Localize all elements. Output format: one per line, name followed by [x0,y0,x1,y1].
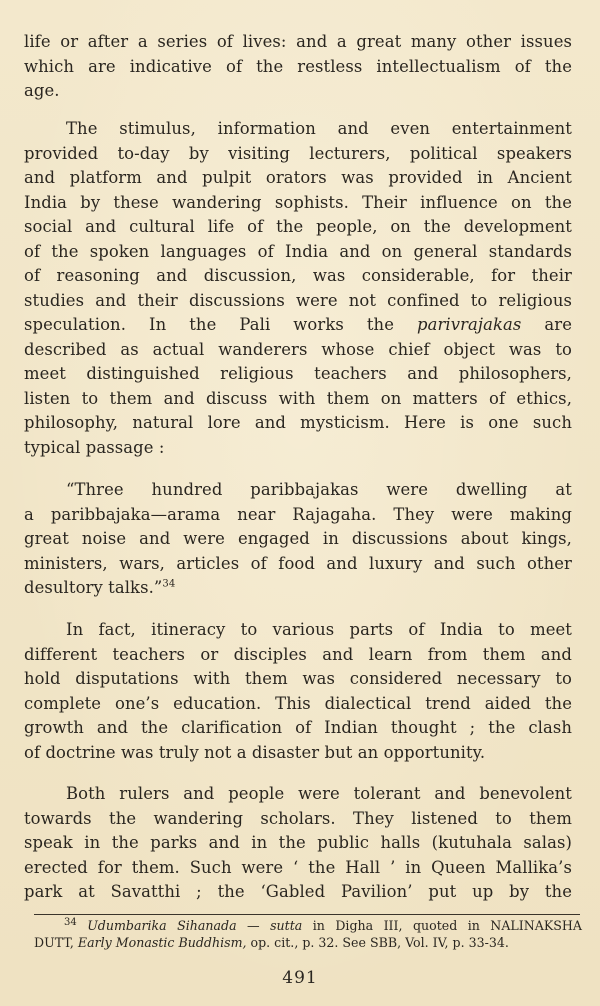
text-line: provided to-day by visiting lecturers, political speakers [24,143,572,163]
text-line: growth and the clarification of Indian thought ; the clash [24,718,572,737]
text-line: of reasoning and discussion, was considerable, for their [24,266,572,285]
italic-term: parivrajakas [417,315,522,334]
quoted-passage [24,478,572,601]
paragraph-2 [24,117,572,460]
text-line: The stimulus, information and even entertainment [66,119,572,138]
text-line: meet distinguished religious teachers and philosophers, [24,364,572,383]
paragraph-4 [24,618,572,765]
text-segment: are [521,315,573,334]
text-line-mixed [24,576,572,601]
text-line: listen to them and discuss with them on matters of ethics, [24,388,572,408]
text-line: park at Savatthi ; the ‘Gabled Pavilion’ put up by the [24,882,572,901]
text-line: hold disputations with them was considered necessary to [24,669,572,688]
footnote-line [34,917,582,934]
text-line: speak in the parks and in the public halls (kutuhala salas) [24,833,572,852]
text-line: age. [24,81,60,100]
text-line: complete one’s education. This dialectical trend aided the [24,693,572,713]
text-line: of the spoken languages of India and on general standards [24,241,572,261]
text-line: studies and their discussions were not confined to religious [24,290,572,310]
text-line: towards the wandering scholars. They listened to them [24,808,572,828]
text-line: great noise and were engaged in discussions about kings, [24,529,572,548]
text-line: and platform and pulpit orators was provided in Ancient [24,168,572,187]
text-line: different teachers or disciples and learn from them and [24,644,572,664]
paragraph-5 [24,782,572,905]
text-segment: speculation. In the Pali works the [24,315,418,334]
text-line: Both rulers and people were tolerant and benevolent [66,784,572,803]
footnote-text: op. cit., p. 32. See SBB, Vol. IV, p. 33-34. [246,935,509,950]
text-line: social and cultural life of the people, on the development [24,217,572,236]
footnote-title: Udumbarika Sihanada — sutta [87,918,303,933]
footnote-text: in Digha III, quoted in NALINAKSHA [302,918,582,933]
footnote-reference[interactable]: 34 [162,578,176,590]
text-line: of doctrine was truly not a disaster but an opportunity. [24,742,486,762]
text-line: described as actual wanderers whose chief object was to [24,339,572,359]
text-line: philosophy, natural lore and mysticism. Here is one such [24,413,572,432]
text-line: which are indicative of the restless intellectualism of the [24,56,572,76]
text-line: India by these wandering sophists. Their influence on the [24,192,572,212]
footnote-number: 34 [64,916,77,928]
footnote-book-title: Early Monastic Buddhism, [77,935,247,950]
text-line: a paribbajaka—arama near Rajagaha. They were making [24,504,572,524]
text-line: ministers, wars, articles of food and luxury and such other [24,553,572,573]
footnote [34,917,582,951]
text-segment: desultory talks.” [24,578,163,597]
text-line: typical passage : [24,437,165,457]
page-number: 491 [282,968,318,988]
footnote-text: DUTT, [34,935,78,950]
text-line-mixed [24,313,572,338]
text-line: In fact, itineracy to various parts of India to meet [66,620,572,639]
text-line: “Three hundred paribbajakas were dwelling at [66,480,572,499]
footnote-line [34,934,582,951]
text-line: life or after a series of lives: and a great many other issues [24,32,572,51]
paragraph-1 [24,30,572,104]
footnote-divider [34,914,580,915]
text-line: erected for them. Such were ‘ the Hall ’ in Queen Mallika’s [24,857,572,877]
